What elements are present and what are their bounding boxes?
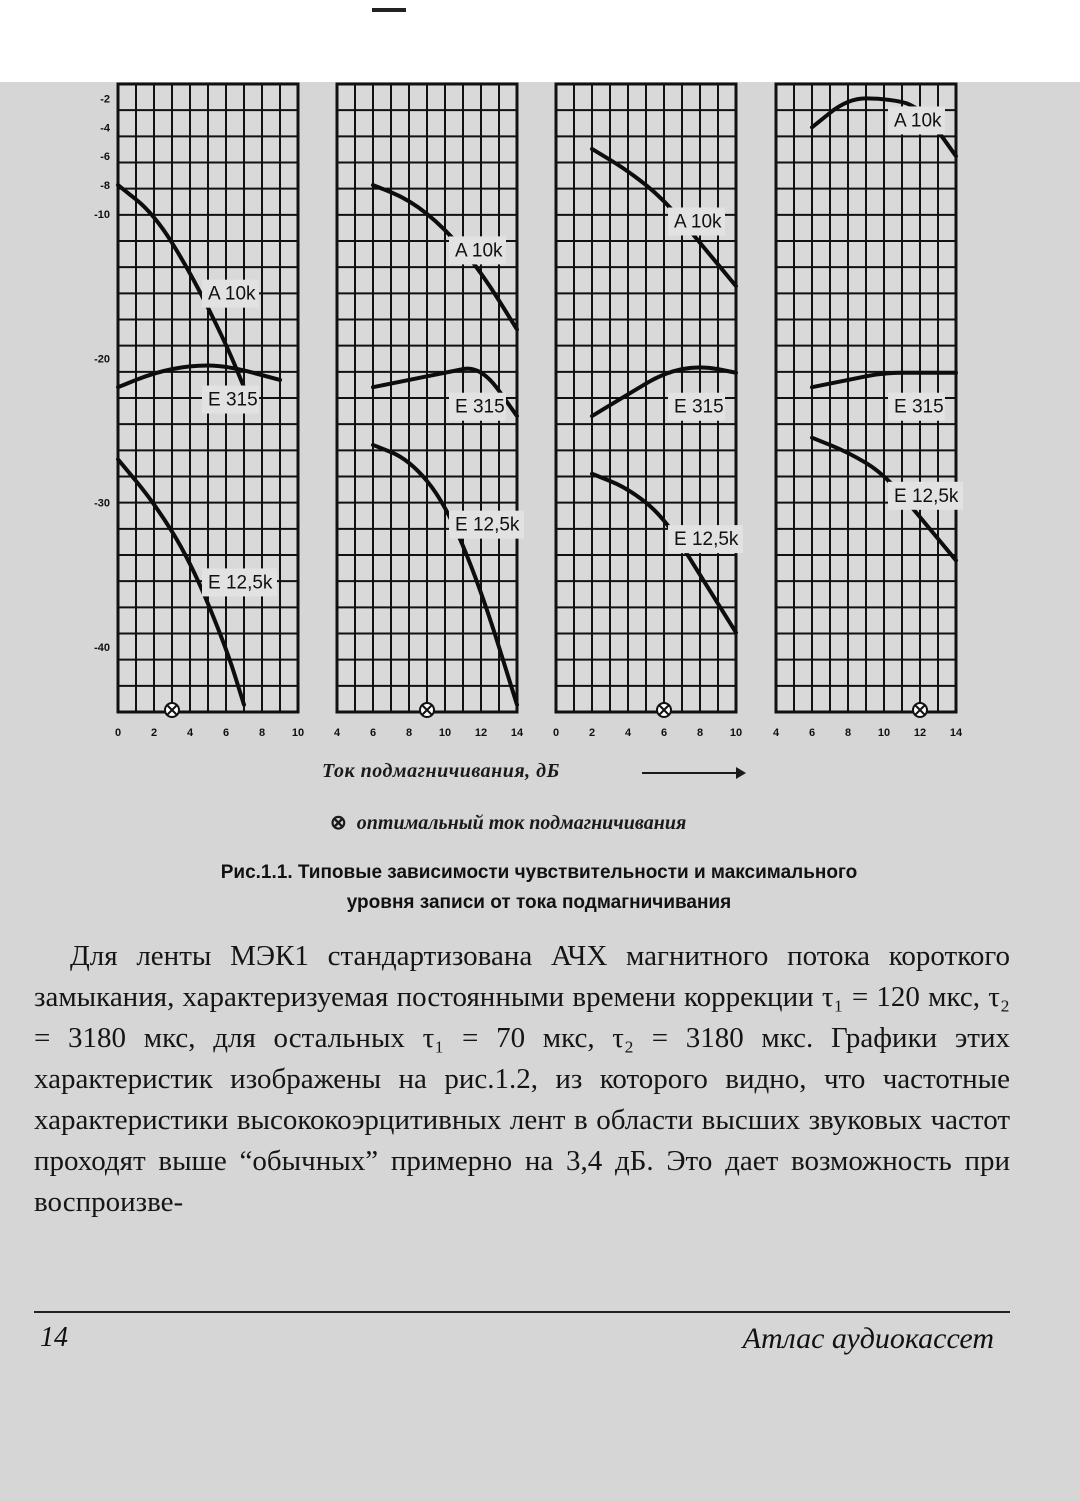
x-tick-label: 0 [114, 727, 122, 739]
curve-label: E 315 [674, 396, 724, 418]
x-tick-label: 12 [474, 727, 488, 739]
curve-label: A 10k [208, 283, 256, 305]
x-tick-label: 4 [772, 727, 780, 739]
x-tick-label: 4 [624, 727, 632, 739]
caption-line-1: Рис.1.1. Типовые зависимости чувствительности и максимального [220, 862, 858, 883]
x-tick-label: 6 [222, 727, 230, 739]
curve-label: E 315 [208, 389, 258, 411]
y-tick-label: -40 [94, 642, 110, 655]
x-tick-label: 6 [808, 727, 816, 739]
x-tick-label: 0 [552, 727, 560, 739]
book-title: Атлас аудиокассет [742, 1322, 994, 1355]
footer-rule [34, 1311, 1010, 1313]
curve-label: E 315 [455, 396, 505, 418]
x-tick-label: 12 [913, 727, 927, 739]
figure-caption [74, 858, 1004, 918]
x-tick-label: 10 [438, 727, 452, 739]
x-tick-label: 14 [510, 727, 524, 739]
y-tick-label: -20 [94, 353, 110, 366]
x-tick-label: 8 [258, 727, 266, 739]
page-number: 14 [40, 1322, 68, 1353]
curve-label: A 10k [894, 110, 942, 132]
x-tick-label: 6 [660, 727, 668, 739]
x-axis-label: Ток подмагничивания, дБ [322, 760, 560, 782]
x-tick-label: 10 [291, 727, 305, 739]
optimal-bias-icon: ⊗ [330, 812, 347, 834]
curve-label: E 12,5k [674, 529, 739, 551]
curve-label: E 12,5k [894, 485, 959, 507]
x-tick-label: 10 [729, 727, 743, 739]
x-axis-arrow-icon [642, 772, 740, 774]
y-tick-label: -2 [100, 93, 110, 106]
x-tick-label: 4 [186, 727, 194, 739]
x-tick-label: 4 [333, 727, 341, 739]
x-tick-label: 14 [949, 727, 963, 739]
y-tick-label: -8 [100, 180, 110, 193]
x-tick-label: 8 [405, 727, 413, 739]
x-tick-label: 8 [844, 727, 852, 739]
curve-label: A 10k [455, 240, 503, 262]
y-tick-label: -10 [94, 208, 110, 221]
x-tick-label: 8 [696, 727, 704, 739]
curve-label: E 315 [894, 396, 944, 418]
x-tick-label: 6 [369, 727, 377, 739]
y-tick-label: -30 [94, 497, 110, 510]
y-tick-label: -6 [100, 151, 110, 164]
y-tick-label: -4 [100, 122, 110, 135]
body-text: Для ленты МЭК1 стандартизована АЧХ магнитного потока короткого замыкания, характеризуемая постоянными времени коррекции τ₁ = 120 мкс, τ₂ = 3180 мкс, для остальных τ₁ = 70 мкс, τ₂ = 3180 мкс. Графики этих характеристик изображены на рис.1.2, из которого видно, что частотные характеристики высококоэрцитивных лент в области высших звуковых частот проходят выше “обычных” примерно на 3,4 дБ. Это дает возможность при воспроизве- [34, 940, 1010, 1218]
x-tick-label: 2 [588, 727, 596, 739]
x-tick-label: 2 [150, 727, 158, 739]
body-paragraph [34, 936, 1010, 1223]
caption-line-2: уровня записи от тока подмагничивания [346, 892, 732, 913]
curve-label: A 10k [674, 211, 722, 233]
curve-label: E 12,5k [208, 572, 273, 594]
x-tick-label: 10 [877, 727, 891, 739]
legend-text: оптимальный ток подмагничивания [356, 812, 687, 834]
curve-label: E 12,5k [455, 514, 520, 536]
legend [330, 810, 686, 835]
